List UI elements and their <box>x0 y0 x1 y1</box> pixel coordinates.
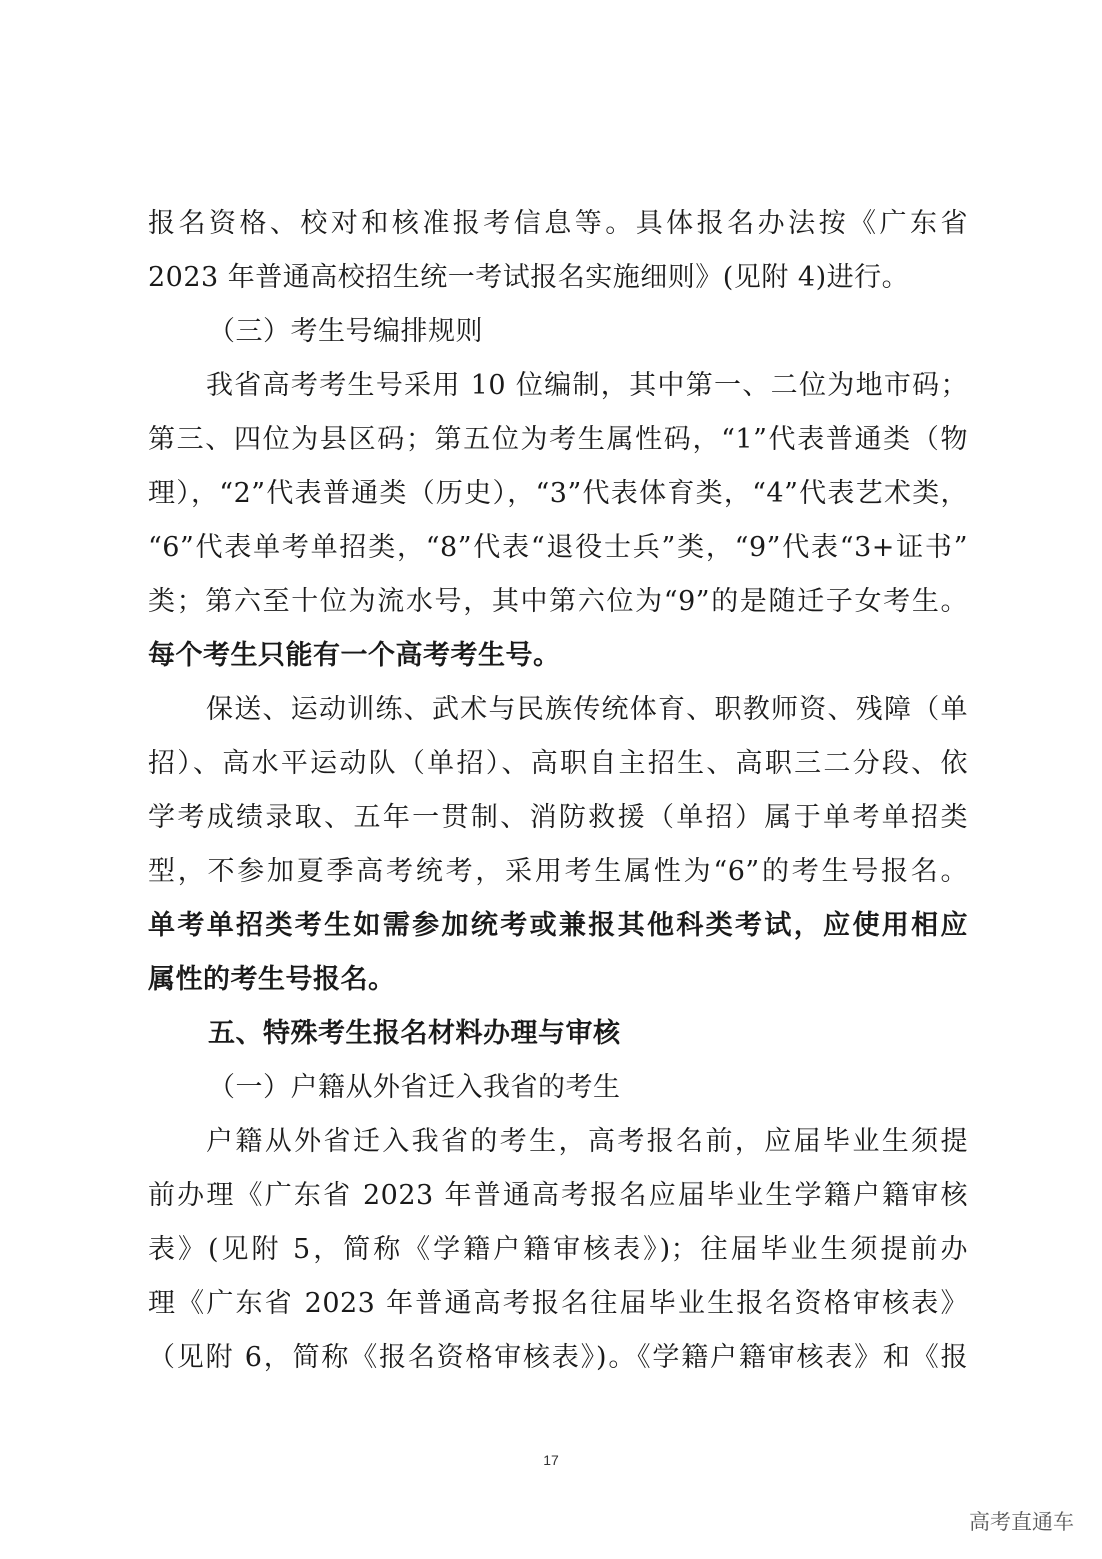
text-line: 型，不参加夏季高考统考，采用考生属性为“6”的考生号报名。 <box>148 856 968 887</box>
text-line: 五、特殊考生报名材料办理与审核 <box>208 1018 621 1049</box>
text-line: （一）户籍从外省迁入我省的考生 <box>208 1072 621 1103</box>
text-line: 属性的考生号报名。 <box>148 964 396 995</box>
text-line: （三）考生号编排规则 <box>208 316 483 347</box>
text-line: 我省高考考生号采用 10 位编制，其中第一、二位为地市码； <box>206 370 968 401</box>
text-line: 第三、四位为县区码；第五位为考生属性码，“1”代表普通类（物 <box>148 424 968 455</box>
page-number: 17 <box>543 1452 559 1468</box>
text-line: 类；第六至十位为流水号，其中第六位为“9”的是随迁子女考生。 <box>148 586 968 617</box>
text-line: （见附 6，简称《报名资格审核表》)。《学籍户籍审核表》和《报 <box>148 1342 968 1373</box>
text-line: “6”代表单考单招类，“8”代表“退役士兵”类，“9”代表“3+证书” <box>148 532 968 563</box>
document-body <box>148 197 968 1385</box>
watermark-text: 高考直通车 <box>969 1510 1074 1534</box>
text-line: 理《广东省 2023 年普通高考报名往届毕业生报名资格审核表》 <box>148 1288 968 1319</box>
text-line: 招）、高水平运动队（单招）、高职自主招生、高职三二分段、依 <box>148 748 968 779</box>
text-line: 表》(见附 5，简称《学籍户籍审核表》)；往届毕业生须提前办 <box>148 1234 968 1265</box>
text-line: 单考单招类考生如需参加统考或兼报其他科类考试，应使用相应 <box>148 910 968 941</box>
text-line: 每个考生只能有一个高考考生号。 <box>148 640 561 671</box>
text-line: 学考成绩录取、五年一贯制、消防救援（单招）属于单考单招类 <box>148 802 968 833</box>
text-line: 2023 年普通高校招生统一考试报名实施细则》(见附 4)进行。 <box>148 262 910 293</box>
text-line: 户籍从外省迁入我省的考生，高考报名前，应届毕业生须提 <box>206 1126 968 1157</box>
text-line: 前办理《广东省 2023 年普通高考报名应届毕业生学籍户籍审核 <box>148 1180 968 1211</box>
text-line: 理），“2”代表普通类（历史），“3”代表体育类，“4”代表艺术类， <box>148 478 968 509</box>
text-line: 保送、运动训练、武术与民族传统体育、职教师资、残障（单 <box>206 694 968 725</box>
text-line: 报名资格、校对和核准报考信息等。具体报名办法按《广东省 <box>148 208 968 239</box>
